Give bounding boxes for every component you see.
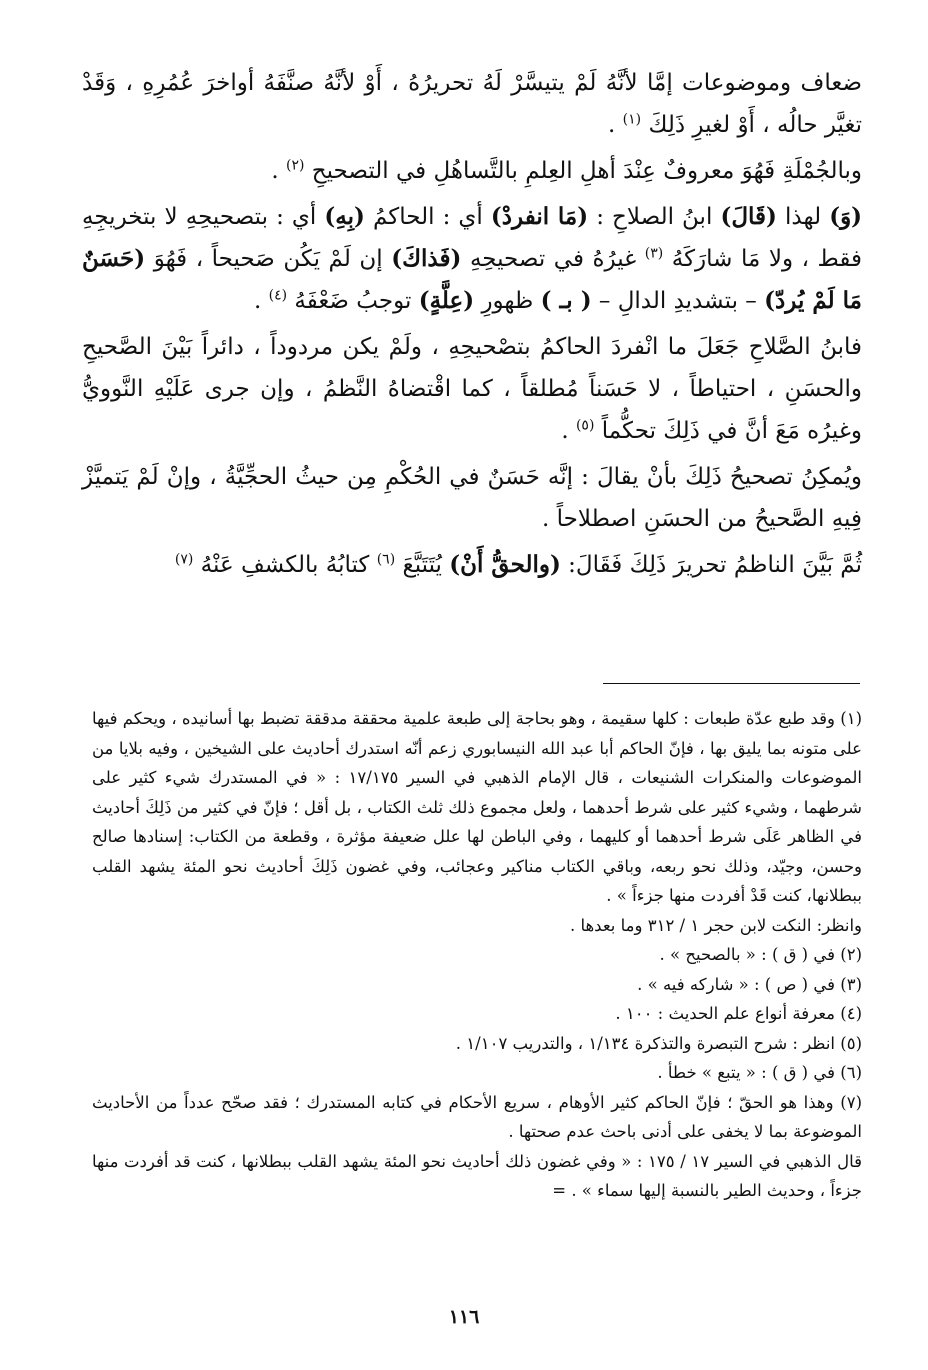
footnotes — [92, 704, 862, 1206]
sharh-text: كتابُهُ بالكشفِ عَنْهُ — [200, 552, 370, 578]
matn-bihi: (بِهِ) — [324, 203, 365, 230]
matn-hasan: (حَسَنٌ مَا لَمْ يُردّ) — [82, 245, 862, 314]
matn-illa: (عِلَّةٍ) — [418, 287, 475, 314]
footnote-ref-4[interactable]: (٤) — [268, 287, 288, 304]
footnote-ref-2[interactable]: (٢) — [285, 157, 305, 174]
sharh-text: غيرُهُ في تصحيحِهِ — [469, 246, 637, 272]
paragraph-4-text: فابنُ الصَّلاحِ جَعَلَ ما انْفردَ الحاكمُ بتصْحيحِهِ ، ولَمْ يكن مردوداً ، دائراً بَيْنَ الصَّحيحِ والحسَنِ ، احتياطاً ، لا حَسَناً مُطلقاً ، كما اقْتضاهُ النَّظمُ ، وإن جرى عَلَيْهِ النَّوويُّ وغيرُه مَعَ أنَّ في ذَلِكَ تحكُّماً — [82, 334, 862, 444]
paragraph-5 — [82, 456, 862, 540]
paragraph-2-text: وبالجُمْلَةِ فَهُوَ معروفٌ عِنْدَ أهلِ العِلمِ بالتَّساهُلِ في التصحيحِ — [311, 158, 862, 184]
matn-ma-infarad: (مَا انفردْ) — [490, 203, 589, 230]
footnote-5: (٥) انظر : شرح التبصرة والتذكرة ١/١٣٤ ، والتدريب ١/١٠٧ . — [455, 1033, 862, 1053]
matn-qala: (قَالَ) — [720, 203, 777, 230]
paragraph-3-end: . — [253, 288, 262, 314]
footnote-separator — [603, 683, 860, 684]
paragraph-1-text: ضعاف وموضوعات إمَّا لأنَّهُ لَمْ يتيسَّرْ لَهُ تحريرُهُ ، أَوْ لأنَّهُ صنَّفَهُ أواخرَ عُمُرِهِ ، وَقَدْ تغيَّر حالُه ، أَوْ لغيرِ ذَلِكَ — [82, 70, 862, 138]
sharh-text: أي : الحاكمُ — [372, 204, 483, 230]
sharh-text: أي : بتصحيحِهِ لا بتخريجِهِ فقط ، ولا مَا شارَكَهُ — [82, 204, 863, 272]
page-number: ١١٦ — [448, 1306, 480, 1328]
sharh-text: ابنُ الصلاحِ : — [596, 204, 713, 230]
footnote-ref-1[interactable]: (١) — [622, 111, 642, 128]
paragraph-6 — [82, 544, 862, 586]
paragraph-5-text: ويُمكِنُ تصحيحُ ذَلِكَ بأنْ يقالَ : إنَّه حَسَنٌ في الحُكْمِ مِن حيثُ الحجِّيَّةُ ، وإنْ لَمْ يَتميَّزْ فِيهِ الصَّحيحُ من الحسَنِ اصطلاحاً . — [82, 464, 862, 532]
footnote-ref-5[interactable]: (٥) — [575, 417, 595, 434]
matn-wa: (وَ) — [829, 203, 863, 230]
sharh-text: إن لَمْ يَكُن صَحيحاً ، فَهُوَ — [153, 246, 383, 272]
footnote-6: (٦) في ( ق ) : « يتبع » خطأ . — [657, 1063, 862, 1082]
footnote-1: (١) وقد طبع عدّة طبعات : كلها سقيمة ، وهو بحاجة إلى طبعة علمية محققة مدققة تضبط بها أسانيده ، ويحكم فيها على متونه بما يليق بها ، فإنّ الحاكم أبا عبد الله النيسابوري زعم أنّه استدرك أحاديث على الشيخين ، وفيه بلايا من الموضوعات والمنكرات الشنيعات ، قال الإمام الذهبي في السير ١٧/١٧٥ : « في المستدرك شيء كثير على شرطهما ، وشيء كثير على شرط أحدهما ، ولعل مجموع ذلك ثلث الكتاب ، بل أقل ؛ فإنّ في كثير من ذَلِكَ أحاديث في الظاهر عَلَى شرط أحدهما أو كليهما ، وفي الباطن لها علل ضعيفة مؤثرة ، وقطعة من الكتاب: إسنادها صالح وحسن، وجيّد، وذلك نحو ربعه، وباقي الكتاب مناكير وعجائب، وفي غضون ذَلِكَ أحاديث نحو المئة يشهد القلب ببطلانها، كنت قَدْ أفردت منها جزءاً » . — [92, 709, 863, 905]
sharh-text: ظهورِ — [481, 288, 534, 314]
footnote-7-continuation: قال الذهبي في السير ١٧ / ١٧٥ : « وفي غضون ذلك أحاديث نحو المئة يشهد القلب ببطلانها ، كنت قد أفردت منها جزءاً ، وحديث الطير بالنسبة إليها سماء » . = — [92, 1151, 862, 1200]
footnote-ref-3[interactable]: (٣) — [644, 245, 664, 262]
matn-bi: ( بـ ) — [540, 287, 592, 314]
sharh-text: – بتشديدِ الدالِ – — [598, 288, 757, 314]
footnote-4: (٤) معرفة أنواع علم الحديث : ١٠٠ . — [615, 1004, 862, 1023]
footnote-3: (٣) في ( ص ) : « شاركه فيه » . — [637, 974, 862, 994]
paragraph-3 — [82, 196, 862, 322]
footnote-7: (٧) وهذا هو الحقّ ؛ فإنّ الحاكم كثير الأوهام ، سريع الأحكام في كتابه المستدرك ؛ فقد صحّح عدداً من الأحاديث الموضوعة بما لا يخفى على أدنى باحث عدم صحتها . — [92, 1092, 862, 1141]
paragraph-2 — [82, 150, 862, 192]
footnote-ref-6[interactable]: (٦) — [376, 551, 396, 568]
sharh-text: لهذا — [785, 204, 822, 230]
sharh-text: توجبُ ضَعْفَهُ — [294, 288, 412, 314]
paragraph-1 — [82, 62, 862, 146]
matn-fadhak: (فَذاكَ) — [391, 245, 462, 272]
paragraph-4 — [82, 326, 862, 452]
main-text — [82, 62, 862, 590]
paragraph-1-end: . — [608, 112, 616, 138]
footnote-1-continuation: وانظر: النكت لابن حجر ١ / ٣١٢ وما بعدها . — [569, 915, 862, 935]
sharh-text: يُتَتَبَّعَ — [402, 552, 442, 578]
paragraph-4-end: . — [561, 418, 569, 444]
sharh-text: ثُمَّ بَيَّنَ الناظمُ تحريرَ ذَلِكَ فَقَالَ: — [568, 552, 862, 578]
paragraph-2-end: . — [271, 158, 279, 184]
matn-wal-haqq: (والحقُّ أَنْ) — [449, 551, 561, 578]
footnote-2: (٢) في ( ق ) : « بالصحيح » . — [659, 945, 862, 964]
footnote-ref-7[interactable]: (٧) — [174, 551, 194, 568]
